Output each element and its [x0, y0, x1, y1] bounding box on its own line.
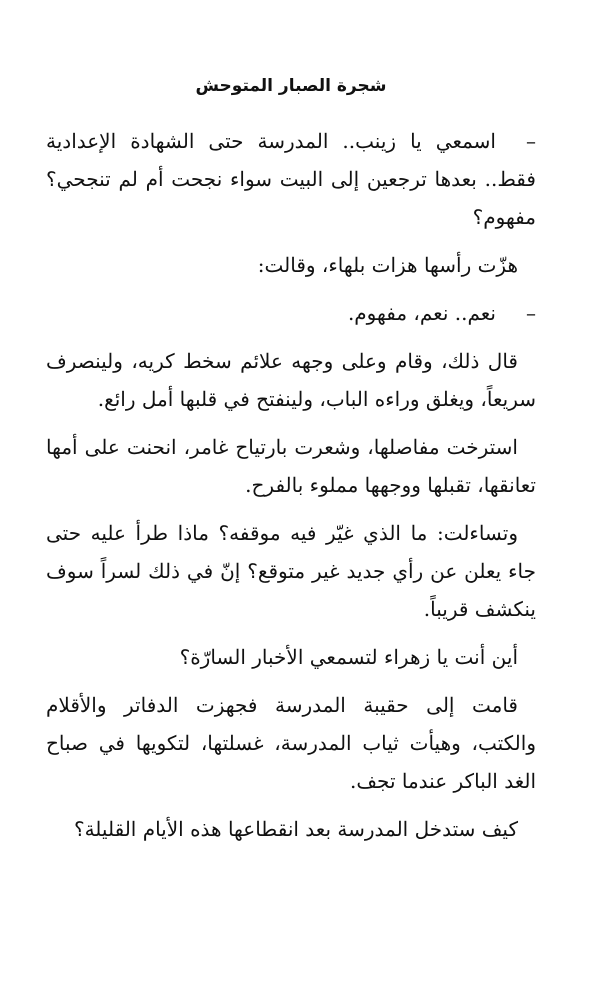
dialogue-dash: – — [526, 301, 536, 325]
paragraph-2: هزّت رأسها هزات بلهاء، وقالت: — [257, 253, 518, 277]
paragraph-7: أين أنت يا زهراء لتسمعي الأخبار السارّة؟ — [179, 645, 518, 669]
page-title: شجرة الصبار المتوحش — [195, 76, 387, 96]
paragraph-6: وتساءلت: ما الذي غيّر فيه موقفه؟ ماذا طرأ عليه حتى جاء يعلن عن رأي جديد غير متوقع؟ إنّ في ذلك لسراً سوف ينكشف قريباً. — [46, 521, 536, 621]
paragraph-dialogue-1 — [46, 122, 536, 236]
paragraph-8: قامت إلى حقيبة المدرسة فجهزت الدفاتر والأقلام والكتب، وهيأت ثياب المدرسة، غسلتها، لتكويها في صباح الغد الباكر عندما تجف. — [46, 693, 536, 793]
paragraph-text: اسمعي يا زينب.. المدرسة حتى الشهادة الإعدادية فقط.. بعدها ترجعين إلى البيت سواء نجحت أم لم تنجحي؟ مفهوم؟ — [46, 129, 536, 229]
paragraph-text: نعم.. نعم، مفهوم. — [347, 301, 496, 325]
paragraph-4: قال ذلك، وقام وعلى وجهه علائم سخط كريه، ولينصرف سريعاً، ويغلق وراءه الباب، ولينفتح في قلبها أمل رائع. — [46, 349, 536, 411]
paragraph-dialogue-3 — [46, 294, 536, 332]
paragraph-9: كيف ستدخل المدرسة بعد انقطاعها هذه الأيام القليلة؟ — [73, 817, 518, 841]
dialogue-dash: – — [526, 129, 536, 153]
paragraph-5: استرخت مفاصلها، وشعرت بارتياح غامر، انحنت على أمها تعانقها، تقبلها ووجهها مملوء بالفرح. — [46, 435, 536, 497]
